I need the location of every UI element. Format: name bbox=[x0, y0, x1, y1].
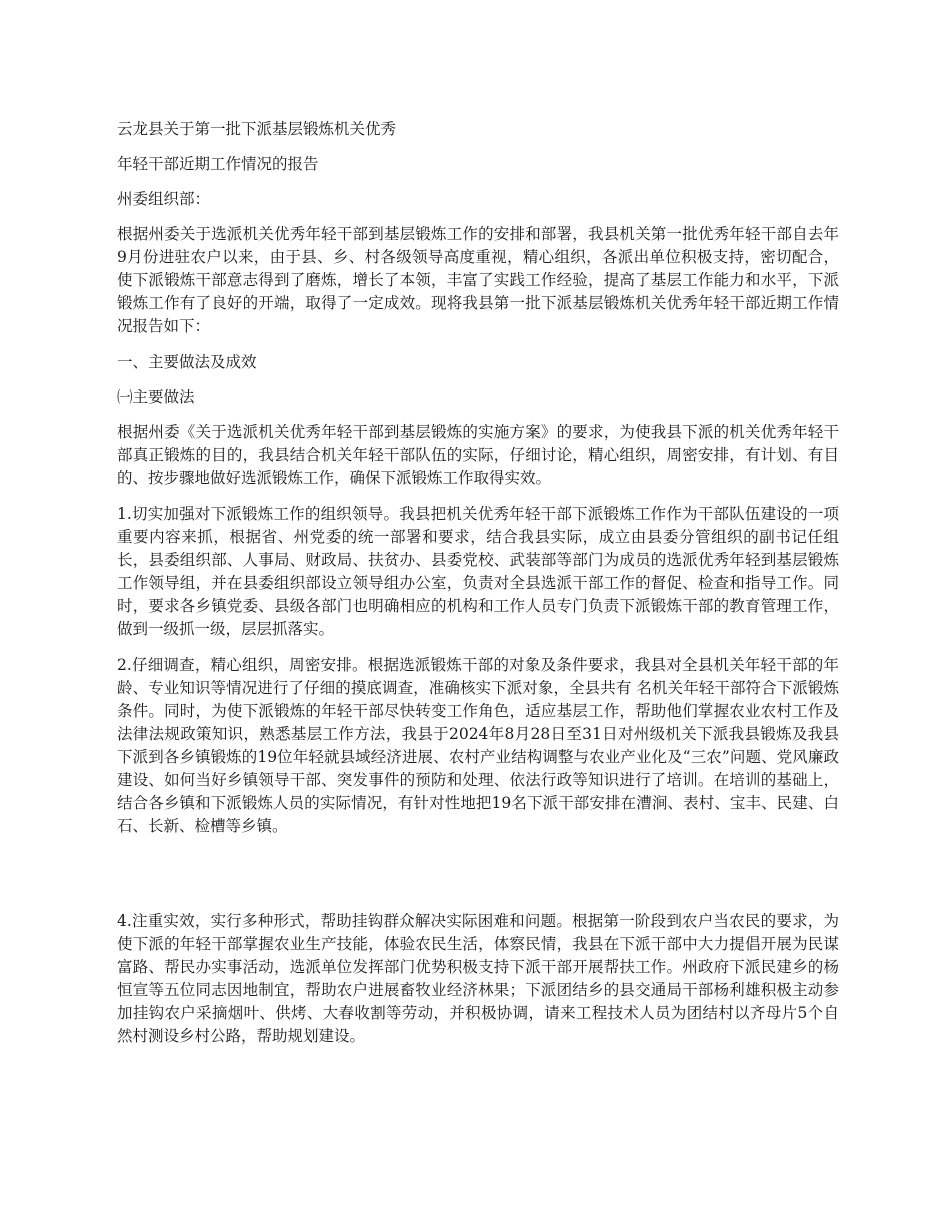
blank-spacer bbox=[117, 851, 839, 910]
intro-paragraph: 根据州委关于选派机关优秀年轻干部到基层锻炼工作的安排和部署，我县机关第一批优秀年轻干部自去年9月份进驻农户以来，由于县、乡、村各级领导高度重视，精心组织，各派出单位积极支持，密切配合，使下派锻炼干部意志得到了磨炼，增长了本领，丰富了实践工作经验，提高了基层工作能力和水平，下派锻炼工作有了良好的开端，取得了一定成效。现将我县第一批下派基层锻炼机关优秀年轻干部近期工作情况报告如下： bbox=[117, 225, 839, 335]
title-line-2: 年轻干部近期工作情况的报告 bbox=[117, 155, 319, 173]
title-line-1: 云龙县关于第一批下派基层锻炼机关优秀 bbox=[117, 120, 397, 138]
salutation: 州委组织部： bbox=[117, 190, 211, 208]
item-2-paragraph: 2.仔细调查，精心组织，周密安排。根据选派锻炼干部的对象及条件要求，我县对全县机关年轻干部的年龄、专业知识等情况进行了仔细的摸底调查，准确核实下派对象，全县共有 名机关年轻干部符合下派锻炼条件。同时，为使下派锻炼的年轻干部尽快转变工作角色，适应基层工作，帮助他们掌握农业农村工作及法律法规政策知识，熟悉基层工作方法，我县于2024年8月28日至31日对州级机关下派我县锻炼及我县下派到各乡镇锻炼的19位年轻就县域经济进展、农村产业结构调整与农业产业化及“三农”问题、党风廉政建设、如何当好乡镇领导干部、突发事件的预防和处理、依法行政等知识进行了培训。在培训的基础上，结合各乡镇和下派锻炼人员的实际情况，有针对性地把19名下派干部安排在漕涧、表村、宝丰、民建、白石、长新、检槽等乡镇。 bbox=[117, 656, 839, 835]
subsection-intro-paragraph: 根据州委《关于选派机关优秀年轻干部到基层锻炼的实施方案》的要求，为使我县下派的机关优秀年轻干部真正锻炼的目的，我县结合机关年轻干部队伍的实际，仔细讨论，精心组织，周密安排，有计划、有目的、按步骤地做好选派锻炼工作，确保下派锻炼工作取得实效。 bbox=[117, 423, 839, 487]
subsection-heading: ㈠主要做法 bbox=[117, 388, 195, 406]
section-heading: 一、主要做法及成效 bbox=[117, 353, 257, 371]
item-4-paragraph: 4.注重实效，实行多种形式，帮助挂钩群众解决实际困难和问题。根据第一阶段到农户当农民的要求，为使下派的年轻干部掌握农业生产技能，体验农民生活，体察民情，我县在下派干部中大力提倡开展为民谋富路、帮民办实事活动，选派单位发挥部门优势积极支持下派干部开展帮扶工作。州政府下派民建乡的杨恒宣等五位同志因地制宜，帮助农户进展畜牧业经济林果；下派团结乡的县交通局干部杨利雄积极主动参加挂钩农户采摘烟叶、供烤、大春收割等劳动，并积极协调，请来工程技术人员为团结村以齐母片5个自然村测设乡村公路，帮助规划建设。 bbox=[117, 912, 839, 1045]
item-1-paragraph: 1.切实加强对下派锻炼工作的组织领导。我县把机关优秀年轻干部下派锻炼工作作为干部队伍建设的一项重要内容来抓，根据省、州党委的统一部署和要求，结合我县实际，成立由县委分管组织的副书记任组长，县委组织部、人事局、财政局、扶贫办、县委党校、武装部等部门为成员的选派优秀年轻到基层锻炼工作领导组，并在县委组织部设立领导组办公室，负责对全县选派干部工作的督促、检查和指导工作。同时，要求各乡镇党委、县级各部门也明确相应的机构和工作人员专门负责下派锻炼干部的教育管理工作，做到一级抓一级，层层抓落实。 bbox=[117, 505, 839, 638]
document-body bbox=[117, 118, 839, 1061]
